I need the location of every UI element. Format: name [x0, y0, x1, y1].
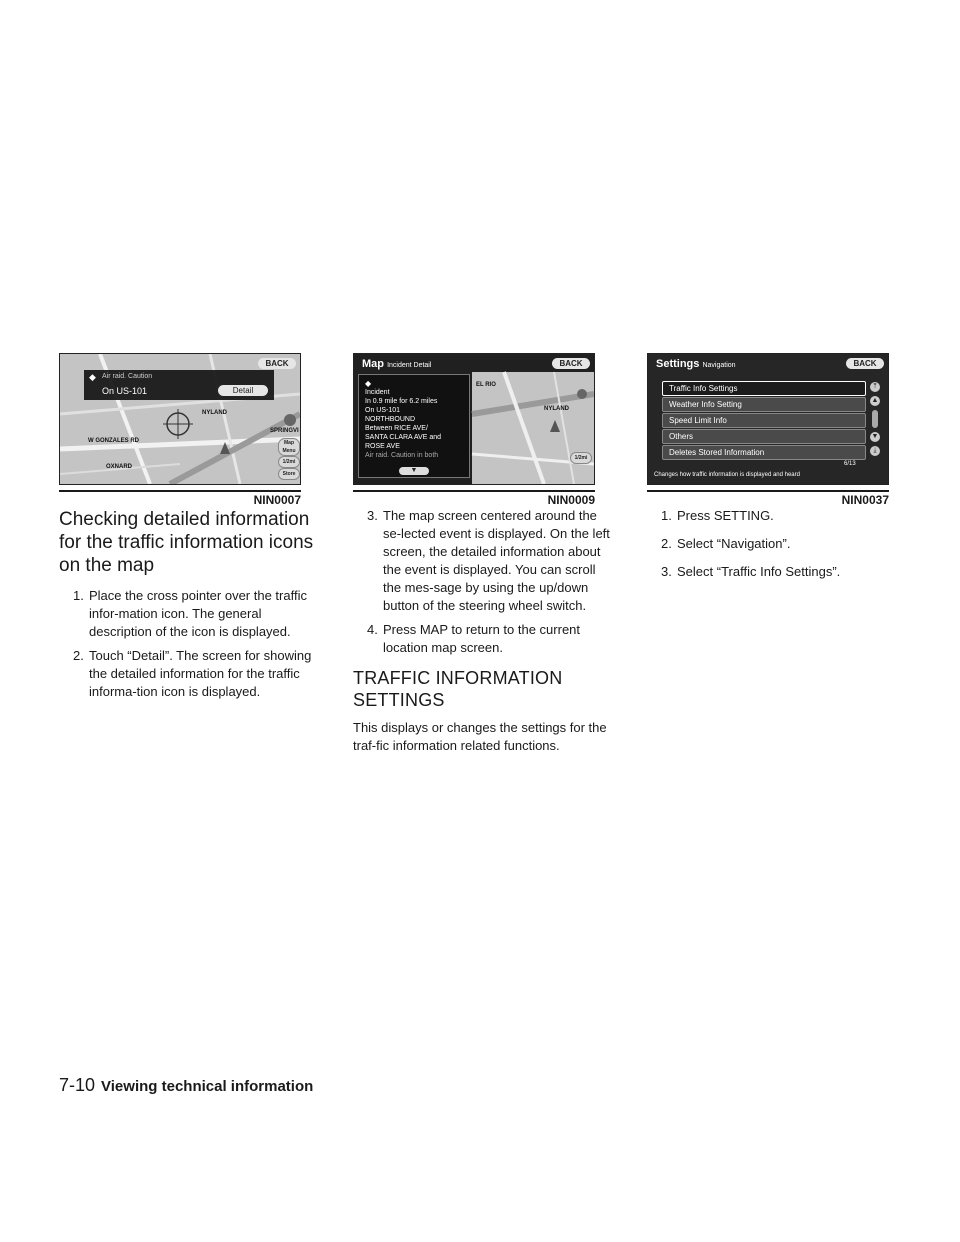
map-label-oxnard: OXNARD	[106, 464, 133, 470]
column-3	[647, 507, 909, 587]
incident-line: On US-101	[365, 407, 401, 414]
popup-line1: Air raid. Caution	[102, 373, 153, 380]
scrollbar[interactable]	[872, 410, 878, 428]
screen-title: Settings Navigation	[656, 358, 736, 370]
figure2-label: NIN0009	[547, 493, 595, 507]
scroll-up-icon[interactable]: ▲	[871, 397, 879, 404]
column-1	[59, 508, 321, 707]
warning-icon: ◆	[365, 379, 372, 388]
incident-line: Air raid. Caution in both	[365, 452, 439, 459]
step-item: 2. Select “Navigation”.	[661, 536, 791, 551]
map-label-elrio: EL RIO	[476, 382, 496, 388]
figure1-label: NIN0007	[253, 493, 301, 507]
incident-line: In 0.9 mile for 6.2 miles	[365, 398, 438, 405]
section-heading: Checking detailed information for the traffic information icons on the map	[59, 509, 314, 576]
page-footer	[59, 1075, 313, 1096]
scroll-down-icon[interactable]: ▼	[871, 433, 879, 440]
menu-item-others[interactable]: Others	[662, 429, 866, 444]
incident-line: NORTHBOUND	[365, 416, 416, 423]
section-heading: TRAFFIC INFORMATION SETTINGS	[353, 668, 563, 710]
detail-button[interactable]: Detail	[218, 385, 268, 396]
map-menu-button[interactable]: Map Menu	[278, 438, 300, 456]
warning-icon: ◆	[89, 372, 96, 382]
scale-button[interactable]: 1/2mi	[278, 456, 300, 468]
menu-item-weather-info-setting[interactable]: Weather Info Setting	[662, 397, 866, 412]
menu-item-traffic-info-settings[interactable]: Traffic Info Settings	[662, 381, 866, 396]
incident-panel	[358, 374, 470, 478]
map-label-nyland: NYLAND	[544, 406, 569, 412]
hint-text: Changes how traffic information is displayed and heard	[654, 472, 800, 478]
step-item: 1. Place the cross pointer over the traffic infor-mation icon. The general description of the icon is displayed.	[73, 588, 307, 639]
step-item: 1. Press SETTING.	[661, 508, 774, 523]
step-item: 4. Press MAP to return to the current location map screen.	[367, 622, 581, 655]
screen-title: Map Incident Detail	[362, 358, 432, 370]
step-item: 3. The map screen centered around the se-lected event is displayed. On the left screen, the detailed information about the event is displayed. You can scroll the mes-sage by using the up/down button of the steering wheel switch.	[367, 508, 610, 613]
step-item: 2. Touch “Detail”. The screen for showing the detailed information for the traffic informa-tion icon is displayed.	[73, 648, 312, 699]
back-button[interactable]: BACK	[552, 358, 590, 369]
scale-button[interactable]: 1/2mi	[570, 452, 592, 464]
page-counter: 6/13	[844, 461, 856, 467]
incident-line: ROSE AVE	[365, 443, 400, 450]
scroll-top-icon[interactable]: ⤒	[870, 382, 880, 392]
step-item: 3. Select “Traffic Info Settings”.	[661, 564, 841, 579]
column-2	[353, 507, 615, 755]
traffic-popup	[84, 370, 274, 400]
chapter-title: Viewing technical information	[101, 1078, 314, 1095]
figure-settings-navigation	[647, 353, 889, 485]
back-button[interactable]: BACK	[846, 358, 884, 369]
page-number: 7-10	[59, 1075, 96, 1095]
incident-line: Incident	[365, 389, 390, 396]
scroll-bottom-icon[interactable]: ⤓	[870, 446, 880, 456]
map-label-nyland: NYLAND	[202, 410, 227, 416]
scroll-down-icon[interactable]: ▼	[399, 467, 429, 475]
section-paragraph: This displays or changes the settings for the traf-fic information related functions.	[353, 720, 607, 753]
incident-line: Between RICE AVE/	[365, 425, 428, 432]
menu-item-deletes-stored-information[interactable]: Deletes Stored Information	[662, 445, 866, 460]
incident-line: SANTA CLARA AVE and	[365, 434, 442, 441]
map-label-springvi: SPRINGVI	[270, 428, 299, 434]
back-button[interactable]: BACK	[258, 358, 296, 369]
popup-line2: On US-101	[102, 386, 148, 396]
figure-incident-detail	[353, 353, 595, 485]
menu-item-speed-limit-info[interactable]: Speed Limit Info	[662, 413, 866, 428]
figure-map-traffic-icon	[59, 353, 301, 485]
map-label-gonzales: W GONZALES RD	[88, 438, 139, 444]
figure3-label: NIN0037	[841, 493, 889, 507]
figure3-rule	[647, 490, 889, 492]
store-button[interactable]: Store	[278, 468, 300, 480]
figure2-rule	[353, 490, 595, 492]
figure1-rule	[59, 490, 301, 492]
